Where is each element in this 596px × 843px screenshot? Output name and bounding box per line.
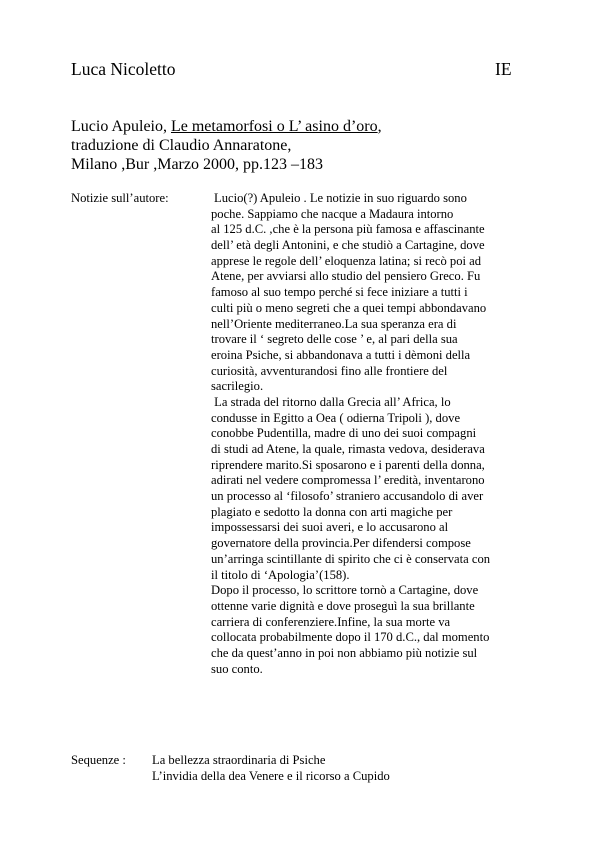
notes-line: impossessarsi dei suoi averi, e lo accusarono al: [211, 520, 449, 535]
notes-line: Lucio(?) Apuleio . Le notizie in suo riguardo sono: [214, 191, 467, 205]
notes-line: condusse in Egitto a Oea ( odierna Tripoli ), dove: [211, 410, 461, 425]
sequence-item: L’invidia della dea Venere e il ricorso a Cupido: [152, 769, 390, 783]
notes-line: plagiato e sedotto la donna con arti magiche per: [211, 504, 453, 519]
notes-line: sacrilegio.: [211, 379, 264, 394]
notes-line: trovare il ‘ segreto delle cose ’ e, al pari della sua: [211, 332, 458, 347]
notes-line: culti più o meno segreti che a quei tempi abbondavano: [211, 300, 487, 315]
notes-line: carriera di conferenziere.Infine, la sua morte va: [211, 614, 451, 629]
notes-line: La strada del ritorno dalla Grecia all’ Africa, lo: [211, 394, 451, 409]
sequence-item: La bellezza straordinaria di Psiche: [152, 753, 326, 767]
notes-line: famoso al suo tempo perché si fece iniziare a tutti i: [211, 285, 468, 300]
notes-line: un processo al ‘filosofo’ straniero accusandolo di aver: [211, 489, 484, 504]
notes-line: ottenne varie dignità e dove proseguì la sua brillante: [211, 598, 475, 613]
notes-line: un’arringa scintillante di spirito che ci è conservata con: [211, 551, 491, 566]
author-notes-body: [211, 191, 531, 677]
notes-line: di studi ad Atene, la quale, rimasta vedova, desiderava: [211, 442, 485, 456]
notes-line: poche. Sappiamo che nacque a Madaura intorno: [211, 206, 454, 221]
reference-author: Lucio Apuleio,: [71, 118, 171, 135]
notes-line: eroina Psiche, si abbandonava a tutti i dèmoni della: [211, 347, 471, 362]
reference-line-2: traduzione di Claudio Annaratone,: [71, 137, 292, 154]
notes-line: collocata probabilmente dopo il 170 d.C., dal momento: [211, 630, 490, 645]
notes-line: che da quest’anno in poi non abbiamo più notizie sul: [211, 645, 478, 660]
notes-line: apprese le regole dell’ eloquenza latina; si recò poi ad: [211, 253, 482, 268]
class-code: IE: [495, 59, 512, 79]
reference-line-1: [71, 117, 382, 136]
author-notes-label: Notizie sull’autore:: [71, 191, 169, 205]
notes-line: dell’ età degli Antonini, e che studiò a Cartagine, dove: [211, 238, 485, 253]
notes-line: adirati nel vedere compromessa l’ eredità, inventarono: [211, 473, 485, 488]
notes-line: riprendere marito.Si sposarono e i parenti della donna,: [211, 457, 485, 472]
reference-line-3: Milano ,Bur ,Marzo 2000, pp.123 –183: [71, 156, 323, 173]
book-title: Le metamorfosi o L’ asino d’oro: [170, 118, 378, 135]
bibliographic-reference: [71, 117, 382, 174]
notes-line: suo conto.: [211, 661, 263, 676]
notes-line: governatore della provincia.Per difendersi compose: [211, 536, 471, 551]
notes-line: il titolo di ‘Apologia’(158).: [211, 567, 350, 582]
notes-line: al 125 d.C. ,che è la persona più famosa e affascinante: [211, 222, 485, 237]
sequences-list: [152, 752, 390, 784]
notes-line: Dopo il processo, lo scrittore tornò a Cartagine, dove: [211, 583, 479, 598]
sequences-label: Sequenze :: [71, 753, 126, 767]
notes-line: conobbe Pudentilla, madre di uno dei suoi compagni: [211, 426, 477, 441]
notes-line: Atene, per avviarsi allo studio del pensiero Greco. Fu: [211, 269, 481, 284]
author-name: Luca Nicoletto: [71, 59, 176, 79]
reference-comma: ,: [377, 118, 382, 135]
notes-line: nell’Oriente mediterraneo.La sua speranza era di: [211, 316, 457, 331]
notes-line: curiosità, avventurandosi fino alle frontiere del: [211, 363, 448, 378]
